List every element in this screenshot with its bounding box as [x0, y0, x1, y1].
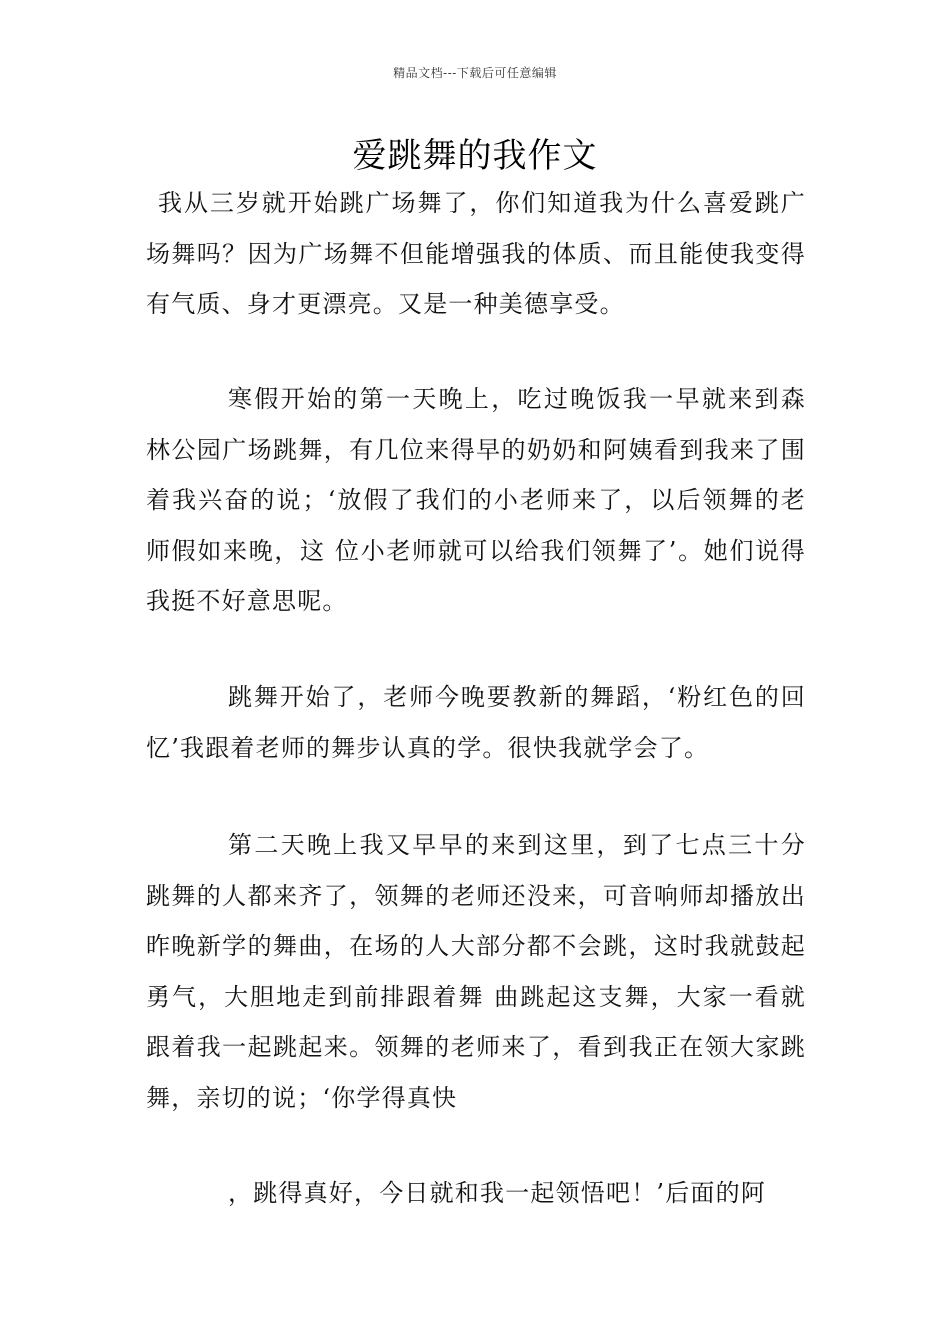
paragraph-text: ，跳得真好，今日就和我一起领悟吧！’后面的阿 [228, 1179, 767, 1207]
paragraph-2 [146, 374, 806, 627]
paragraph-5 [146, 1168, 806, 1219]
paragraph-text: 跳舞开始了，老师今晚要教新的舞蹈，‘粉红色的回忆’我跟着老师的舞步认真的学。很快我就学会了。 [146, 683, 806, 762]
page-header: 精品文档---下载后可任意编辑 [393, 66, 557, 80]
paragraph-text: 我从三岁就开始跳广场舞了，你们知道我为什么喜爱跳广场舞吗？因为广场舞不但能增强我的体质、而且能使我变得有气质、身才更漂亮。又是一种美德享受。 [146, 189, 806, 318]
paragraph-text: 寒假开始的第一天晚上，吃过晚饭我一早就来到森林公园广场跳舞，有几位来得早的奶奶和阿姨看到我来了围着我兴奋的说；‘放假了我们的小老师来了，以后领舞的老师假如来晚，这 位小老师就可以给我们领舞了’。她们说得我挺不好意思呢。 [146, 385, 806, 615]
paragraph-text: 第二天晚上我又早早的来到这里，到了七点三十分跳舞的人都来齐了，领舞的老师还没来，可音响师却播放出昨晚新学的舞曲，在场的人大部分都不会跳，这时我就鼓起勇气，大胆地走到前排跟着舞 曲跳起这支舞，大家一看就跟着我一起跳起来。领舞的老师来了，看到我正在领大家跳舞，亲切的说；‘你学得真快 [146, 831, 806, 1112]
paragraph-1 [146, 178, 806, 330]
document-title: 爱跳舞的我作文 [352, 136, 598, 176]
paragraph-4 [146, 820, 806, 1123]
paragraph-3 [146, 672, 806, 773]
